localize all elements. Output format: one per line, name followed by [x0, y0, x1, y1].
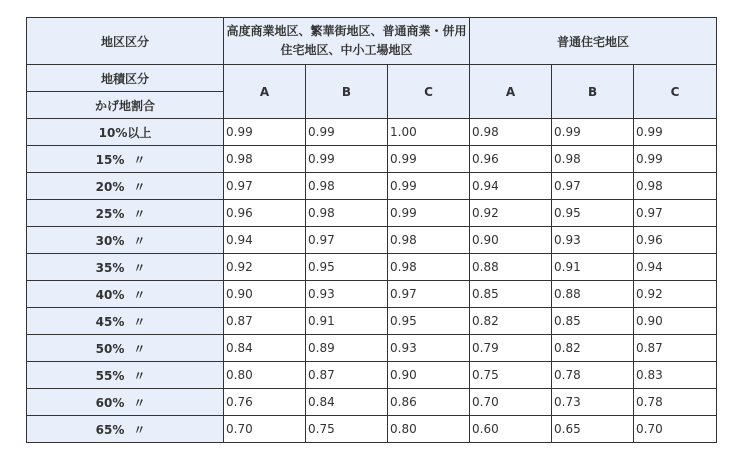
table-cell: 0.91	[552, 254, 634, 281]
table-cell: 0.89	[306, 335, 388, 362]
ratio-value: 15%	[95, 152, 125, 167]
ratio-value: 45%	[95, 314, 125, 329]
ratio-value: 35%	[95, 260, 125, 275]
table-row	[27, 416, 717, 443]
table-cell: 0.99	[306, 119, 388, 146]
ratio-value: 10%以上	[98, 125, 152, 140]
ratio-value: 60%	[95, 395, 125, 410]
table-row	[27, 173, 717, 200]
table-cell: 0.93	[388, 335, 470, 362]
table-head	[27, 18, 717, 119]
ratio-value: 50%	[95, 341, 125, 356]
table-cell: 0.97	[634, 200, 717, 227]
table-row	[27, 254, 717, 281]
ratio-value: 25%	[95, 206, 125, 221]
table-cell: 0.90	[470, 227, 552, 254]
table-cell: 0.91	[306, 308, 388, 335]
table-wrapper	[26, 17, 717, 443]
ditto-mark: 〃	[133, 233, 146, 248]
table-cell: 0.98	[388, 227, 470, 254]
ditto-mark: 〃	[133, 368, 146, 383]
table-cell: 0.83	[634, 362, 717, 389]
table-cell: 0.65	[552, 416, 634, 443]
table-cell: 0.87	[224, 308, 306, 335]
ratio-value: 30%	[95, 233, 125, 248]
table-cell: 0.94	[470, 173, 552, 200]
table-cell: 0.93	[552, 227, 634, 254]
column-header: B	[552, 65, 634, 119]
table-cell: 0.85	[470, 281, 552, 308]
row-label	[27, 254, 224, 281]
table-cell: 0.84	[306, 389, 388, 416]
header-row-area	[27, 65, 717, 92]
group1-label: 高度商業地区、繁華街地区、普通商業・併用住宅地区、中小工場地区	[224, 18, 470, 65]
table-cell: 0.95	[388, 308, 470, 335]
ditto-mark: 〃	[133, 314, 146, 329]
row-label	[27, 227, 224, 254]
table-cell: 0.75	[470, 362, 552, 389]
table-row	[27, 335, 717, 362]
ratio-value: 20%	[95, 179, 125, 194]
row-label	[27, 416, 224, 443]
table-cell: 0.90	[224, 281, 306, 308]
ditto-mark: 〃	[133, 206, 146, 221]
table-cell: 0.92	[634, 281, 717, 308]
table-row	[27, 389, 717, 416]
ditto-mark: 〃	[133, 287, 146, 302]
table-cell: 0.92	[224, 254, 306, 281]
ratio-value: 55%	[95, 368, 125, 383]
table-cell: 0.95	[306, 254, 388, 281]
table-cell: 0.73	[552, 389, 634, 416]
table-cell: 0.60	[470, 416, 552, 443]
table-cell: 0.79	[470, 335, 552, 362]
table-cell: 0.97	[552, 173, 634, 200]
row-label	[27, 335, 224, 362]
table-cell: 0.78	[552, 362, 634, 389]
row-label	[27, 281, 224, 308]
column-header: B	[306, 65, 388, 119]
table-cell: 0.70	[634, 416, 717, 443]
table-body	[27, 119, 717, 443]
table-cell: 0.98	[552, 146, 634, 173]
table-cell: 0.80	[388, 416, 470, 443]
shadow-land-ratio-table	[26, 17, 717, 443]
table-row	[27, 200, 717, 227]
ditto-mark: 〃	[133, 179, 146, 194]
row-label	[27, 389, 224, 416]
table-cell: 0.98	[388, 254, 470, 281]
table-cell: 0.90	[634, 308, 717, 335]
table-cell: 0.98	[224, 146, 306, 173]
table-cell: 0.99	[306, 146, 388, 173]
ratio-value: 40%	[95, 287, 125, 302]
table-cell: 0.92	[470, 200, 552, 227]
table-cell: 0.86	[388, 389, 470, 416]
group2-label: 普通住宅地区	[470, 18, 717, 65]
table-cell: 0.95	[552, 200, 634, 227]
table-cell: 0.88	[552, 281, 634, 308]
table-cell: 0.96	[224, 200, 306, 227]
table-cell: 0.96	[634, 227, 717, 254]
table-row	[27, 362, 717, 389]
column-header: C	[634, 65, 717, 119]
table-cell: 0.96	[470, 146, 552, 173]
row-label	[27, 173, 224, 200]
table-cell: 0.94	[634, 254, 717, 281]
ratio-label: かげ地割合	[27, 92, 224, 119]
table-cell: 0.88	[470, 254, 552, 281]
table-cell: 0.78	[634, 389, 717, 416]
ditto-mark: 〃	[133, 152, 146, 167]
row-label	[27, 146, 224, 173]
table-cell: 0.70	[470, 389, 552, 416]
row-label	[27, 119, 224, 146]
table-cell: 0.97	[306, 227, 388, 254]
ditto-mark: 〃	[133, 395, 146, 410]
table-cell: 0.76	[224, 389, 306, 416]
table-cell: 0.99	[552, 119, 634, 146]
table-cell: 0.80	[224, 362, 306, 389]
row-label	[27, 362, 224, 389]
table-cell: 0.87	[306, 362, 388, 389]
row-label	[27, 200, 224, 227]
table-cell: 0.85	[552, 308, 634, 335]
table-cell: 0.98	[634, 173, 717, 200]
table-cell: 0.99	[388, 146, 470, 173]
column-header: C	[388, 65, 470, 119]
table-cell: 0.99	[388, 173, 470, 200]
table-cell: 0.75	[306, 416, 388, 443]
table-row	[27, 281, 717, 308]
table-cell: 0.87	[634, 335, 717, 362]
table-cell: 1.00	[388, 119, 470, 146]
table-row	[27, 119, 717, 146]
table-cell: 0.82	[552, 335, 634, 362]
ditto-mark: 〃	[133, 422, 146, 437]
row-label	[27, 308, 224, 335]
table-cell: 0.82	[470, 308, 552, 335]
table-cell: 0.70	[224, 416, 306, 443]
table-cell: 0.97	[224, 173, 306, 200]
table-cell: 0.98	[470, 119, 552, 146]
table-cell: 0.90	[388, 362, 470, 389]
header-row-district	[27, 18, 717, 65]
table-row	[27, 308, 717, 335]
table-cell: 0.98	[306, 200, 388, 227]
table-cell: 0.99	[388, 200, 470, 227]
table-cell: 0.99	[224, 119, 306, 146]
table-row	[27, 146, 717, 173]
table-cell: 0.93	[306, 281, 388, 308]
district-label: 地区区分	[27, 18, 224, 65]
table-cell: 0.97	[388, 281, 470, 308]
table-cell: 0.94	[224, 227, 306, 254]
column-header: A	[470, 65, 552, 119]
ratio-value: 65%	[95, 422, 125, 437]
table-cell: 0.98	[306, 173, 388, 200]
area-label: 地積区分	[27, 65, 224, 92]
table-cell: 0.99	[634, 119, 717, 146]
column-header: A	[224, 65, 306, 119]
table-cell: 0.99	[634, 146, 717, 173]
table-cell: 0.84	[224, 335, 306, 362]
table-row	[27, 227, 717, 254]
ditto-mark: 〃	[133, 341, 146, 356]
ditto-mark: 〃	[133, 260, 146, 275]
